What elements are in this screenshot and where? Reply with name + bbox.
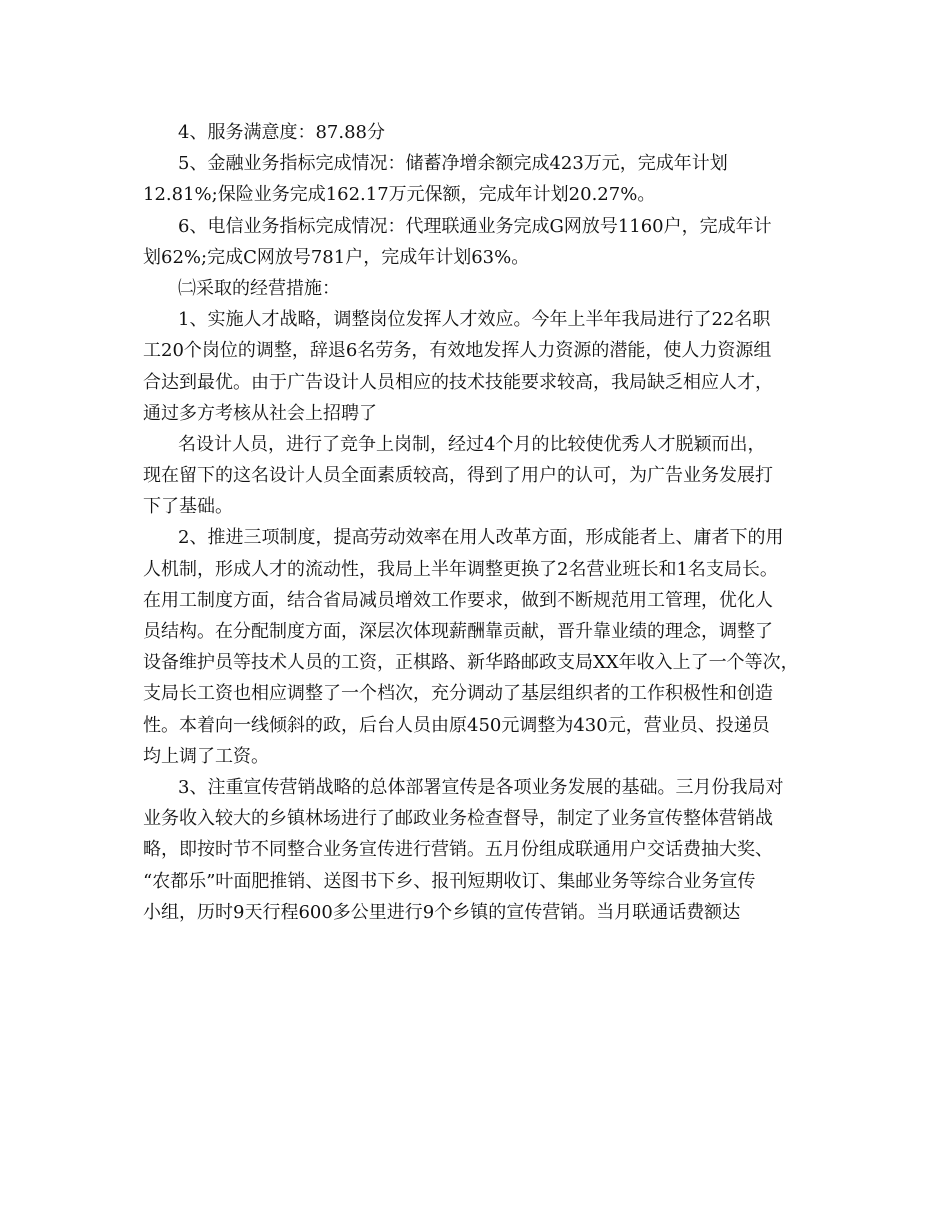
document-body: [143, 117, 815, 928]
paragraph-line: 2、推进三项制度，提高劳动效率在用人改革方面，形成能者上、庸者下的用: [178, 527, 784, 549]
paragraph-line: 业务收入较大的乡镇林场进行了邮政业务检查督导，制定了业务宣传整体营销战: [143, 808, 773, 830]
paragraph-line: 3、注重宣传营销战略的总体部署宣传是各项业务发展的基础。三月份我局对: [178, 776, 784, 798]
paragraph-line: 现在留下的这名设计人员全面素质较高，得到了用户的认可，为广告业务发展打: [143, 465, 773, 487]
paragraph-line: 5、金融业务指标完成情况：储蓄净增余额完成423万元，完成年计划: [178, 153, 728, 175]
paragraph-line: 通过多方考核从社会上招聘了: [143, 402, 377, 424]
paragraph-line: 6、电信业务指标完成情况：代理联通业务完成G网放号1160户，完成年计: [178, 215, 772, 237]
paragraph-line: 1、实施人才战略，调整岗位发挥人才效应。今年上半年我局进行了22名职: [178, 309, 771, 331]
paragraph-line: 名设计人员，进行了竞争上岗制，经过4个月的比较使优秀人才脱颖而出，: [178, 433, 766, 455]
paragraph-line: 略，即按时节不同整合业务宣传进行营销。五月份组成联通用户交话费抽大奖、: [143, 839, 773, 861]
paragraph-line: 小组，历时9天行程600多公里进行9个乡镇的宣传营销。当月联通话费额达: [143, 901, 741, 923]
paragraph-line: 在用工制度方面，结合省局减员增效工作要求，做到不断规范用工管理，优化人: [143, 589, 773, 611]
paragraph-line: 12.81%;保险业务完成162.17万元保额，完成年计划20.27%。: [143, 184, 656, 206]
paragraph-line: 支局长工资也相应调整了一个档次，充分调动了基层组织者的工作积极性和创造: [143, 683, 773, 705]
paragraph-line: 人机制，形成人才的流动性，我局上半年调整更换了2名营业班长和1名支局长。: [143, 558, 778, 580]
paragraph-line: 均上调了工资。: [143, 745, 269, 767]
paragraph-line: 工20个岗位的调整，辞退6名劳务，有效地发挥人力资源的潜能，使人力资源组: [143, 340, 772, 362]
paragraph-line: 划62%;完成C网放号781户，完成年计划63%。: [143, 246, 530, 268]
paragraph-line: 性。本着向一线倾斜的政，后台人员由原450元调整为430元，营业员、投递员: [143, 714, 770, 736]
paragraph-line: 4、服务满意度：87.88分: [178, 122, 385, 143]
paragraph-line: 合达到最优。由于广告设计人员相应的技术技能要求较高，我局缺乏相应人才，: [143, 371, 773, 393]
paragraph-line: 设备维护员等技术人员的工资，正棋路、新华路邮政支局XX年收入上了一个等次，: [143, 652, 799, 674]
section-heading: ㈡采取的经营措施：: [178, 277, 340, 299]
paragraph-line: 员结构。在分配制度方面，深层次体现薪酬靠贡献，晋升靠业绩的理念，调整了: [143, 621, 773, 642]
paragraph-line: 下了基础。: [143, 496, 233, 518]
paragraph-line: “农都乐”叶面肥推销、送图书下乡、报刊短期收订、集邮业务等综合业务宣传: [143, 870, 756, 892]
